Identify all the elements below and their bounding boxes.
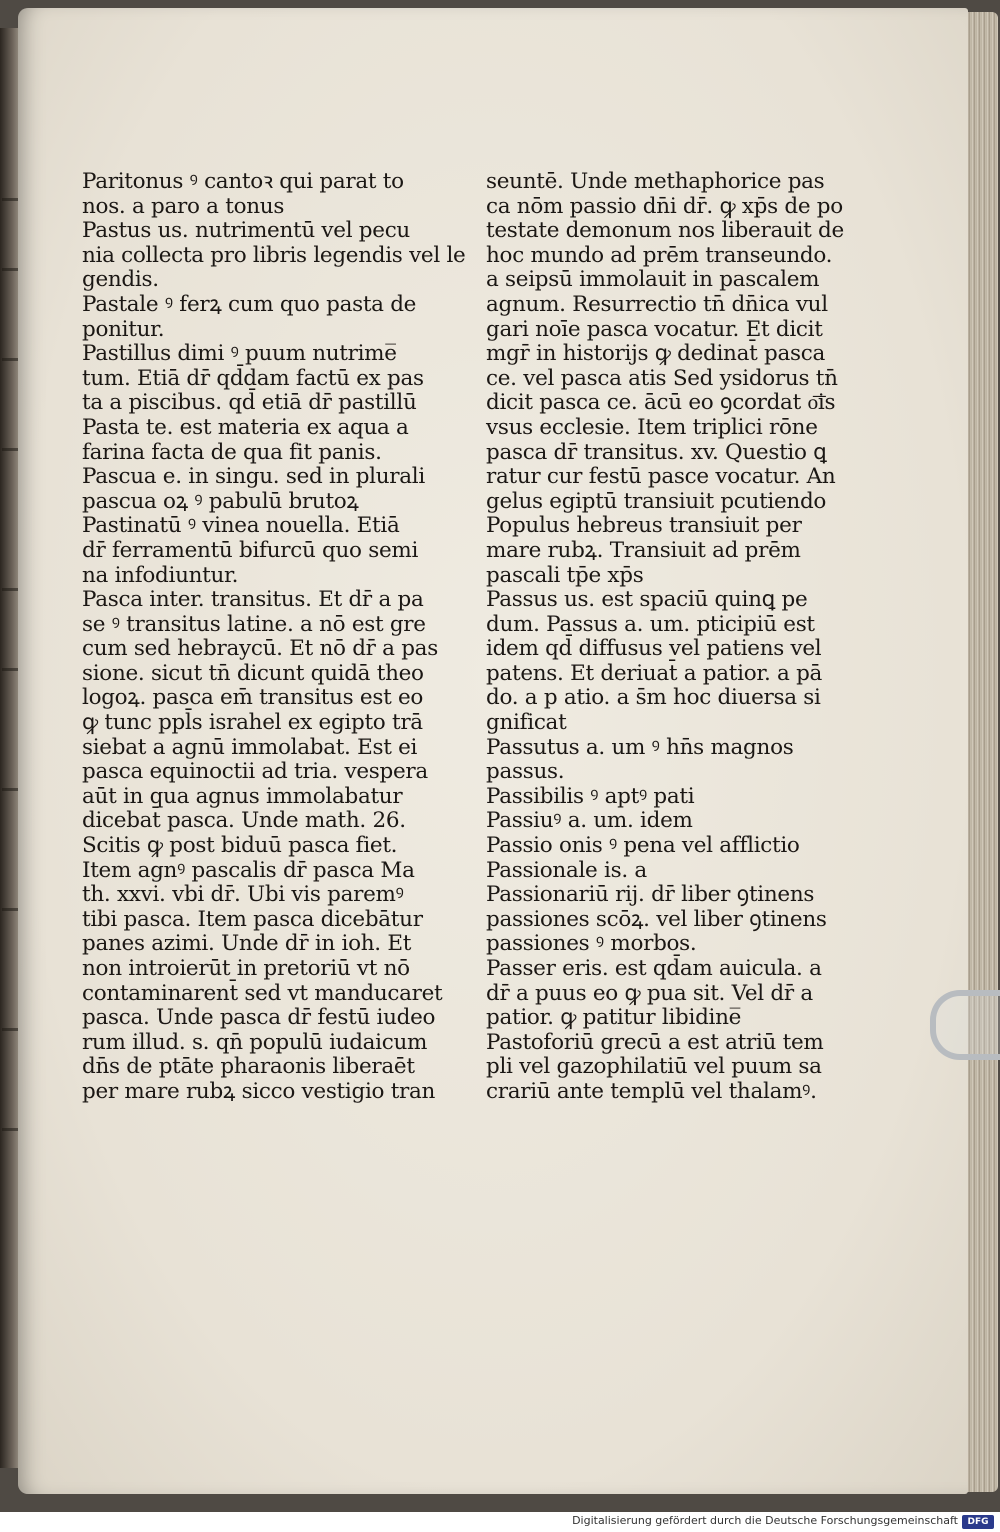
text-line: Paritonus ꝰ cantoꝛ qui parat to bbox=[82, 169, 404, 194]
text-line: ca nōm passio dn̄i dr̄. ꝙ xp̄s de po bbox=[486, 193, 843, 219]
text-line: Passiuꝰ a. um. idem bbox=[486, 808, 693, 834]
text-line: aūt in qua agnus immolabatur bbox=[82, 783, 403, 809]
text-line: pascua oꝝ ꝰ pabulū brutoꝝ bbox=[82, 488, 359, 514]
text-line: a seipsū immolauit in pascalem bbox=[486, 267, 820, 293]
page-clip bbox=[930, 990, 1000, 1060]
text-line: dr̄ a puus eo ꝙ pua sit. Vel dr̄ a bbox=[486, 980, 813, 1006]
text-line: nia collecta pro libris legendis vel le bbox=[82, 242, 466, 268]
text-line: mare rubꝝ. Transiuit ad prēm bbox=[486, 537, 801, 563]
text-line: ꝙ tunc ppl̄s israhel ex egipto trā bbox=[82, 710, 423, 736]
text-line: na infodiuntur. bbox=[82, 562, 239, 588]
left-text-column bbox=[82, 169, 466, 1105]
text-line: vsus ecclesie. Item triplici rōne bbox=[486, 414, 818, 440]
text-line: dum. Passus a. um. pticipiū est bbox=[486, 611, 815, 637]
text-line: logoꝝ. pasca em̄ transitus est eo bbox=[82, 685, 424, 711]
text-line: Pastoforiū grecū a est atriū tem bbox=[486, 1029, 824, 1055]
text-line: passus. bbox=[486, 759, 565, 785]
text-line: nos. a paro a tonus bbox=[82, 193, 285, 219]
text-line: Pastale ꝰ ferꝝ cum quo pasta de bbox=[82, 291, 417, 317]
right-text-column bbox=[486, 169, 844, 1105]
text-line: agnum. Resurrectio tn̄ dn̄ica vul bbox=[486, 291, 828, 317]
text-line: tum. Etiā dr̄ qd̄dam factū ex pas bbox=[82, 365, 424, 391]
text-line: panes azimi. Unde dr̄ in ioh. Et bbox=[82, 931, 412, 957]
footer-bar bbox=[0, 1512, 1000, 1532]
text-line: Passutus a. um ꝰ hn̄s magnos bbox=[486, 734, 794, 760]
text-line: pascali tp̄e xp̄s bbox=[486, 562, 644, 588]
text-line: gari noīe pasca vocatur. Et dicit bbox=[486, 316, 823, 342]
text-line: per mare rubꝝ sicco vestigio tran bbox=[82, 1078, 436, 1104]
text-line: Scitis ꝙ post biduū pasca fiet. bbox=[82, 833, 398, 859]
text-line: Pasca inter. transitus. Et dr̄ a pa bbox=[82, 587, 424, 613]
text-line: pasca equinoctii ad tria. vespera bbox=[82, 759, 428, 785]
text-line: Pastinatū ꝰ vinea nouella. Etiā bbox=[82, 513, 400, 539]
text-line: patens. Et deriuat̄ a patior. a pā bbox=[486, 660, 823, 686]
text-line: pasca. Unde pasca dr̄ festū iudeo bbox=[82, 1005, 436, 1031]
text-line: passiones scōꝝ. vel liber ꝯtinens bbox=[486, 906, 827, 932]
text-line: seuntē. Unde methaphorice pas bbox=[486, 169, 825, 194]
text-line: Passus us. est spaciū quinꝗ pe bbox=[486, 587, 808, 613]
text-line: Pastillus dimi ꝰ puum nutrime̅ bbox=[82, 341, 397, 367]
text-line: contaminarent̄ sed vt manducaret bbox=[82, 980, 443, 1006]
text-line: Pastus us. nutrimentū vel pecu bbox=[82, 218, 410, 244]
text-line: dicebat̄ pasca. Unde math. 26. bbox=[82, 808, 406, 834]
text-line: se ꝰ transitus latine. a nō est gre bbox=[82, 611, 426, 637]
text-line: pasca dr̄ transitus. xv. Questio ꝗ bbox=[486, 439, 827, 465]
text-line: testate demonum nos liberauit de bbox=[486, 218, 844, 244]
dfg-logo-icon: DFG bbox=[962, 1515, 994, 1529]
text-line: idem qd̄ diffusus vel patiens vel bbox=[486, 636, 822, 662]
text-line: farina facta de qua fit panis. bbox=[82, 439, 382, 465]
text-line: mgr̄ in historijs ꝙ dedinat̄ pasca bbox=[486, 341, 825, 367]
text-line: Passio onis ꝰ pena vel afflictio bbox=[486, 833, 800, 859]
text-line: gendis. bbox=[82, 267, 159, 293]
text-line: Pasta te. est materia ex aqua a bbox=[82, 414, 409, 440]
funding-credit: Digitalisierung gefördert durch die Deutsche Forschungsgemeinschaft bbox=[572, 1514, 958, 1527]
text-line: gnificat bbox=[486, 710, 567, 736]
text-line: tibi pasca. Item pasca dicebātur bbox=[82, 906, 423, 932]
text-line: Passionale is. a bbox=[486, 857, 647, 883]
text-line: dn̄s de ptāte pharaonis liberaēt bbox=[82, 1054, 415, 1080]
text-line: ta a piscibus. qd̄ etiā dr̄ pastillū bbox=[82, 390, 417, 416]
text-line: gelus egiptū transiuit pcutiendo bbox=[486, 488, 827, 514]
text-line: passiones ꝰ morbos. bbox=[486, 931, 697, 957]
text-line: Passionariū rij. dr̄ liber ꝯtinens bbox=[486, 882, 815, 908]
text-line: Passibilis ꝰ aptꝰ pati bbox=[486, 783, 695, 809]
text-line: pli vel gazophilatiū vel puum sa bbox=[486, 1054, 822, 1080]
text-line: ratur cur festū pasce vocatur. An bbox=[486, 464, 836, 490]
text-line: patior. ꝙ patitur libidine̅ bbox=[486, 1005, 742, 1031]
page-stack-edge bbox=[966, 12, 998, 1492]
text-line: non introierūt in pretoriū vt nō bbox=[82, 956, 410, 981]
text-line: th. xxvi. vbi dr̄. Ubi vis paremꝰ bbox=[82, 882, 404, 908]
text-line: siebat a agnū immolabat. Est ei bbox=[82, 734, 418, 760]
text-line: Pascua e. in singu. sed in plurali bbox=[82, 464, 425, 490]
text-line: do. a p atio. a s̄m hoc diuersa si bbox=[486, 685, 821, 711]
text-line: Item agnꝰ pascalis dr̄ pasca Ma bbox=[82, 857, 415, 883]
text-line: crariū ante templū vel thalamꝰ. bbox=[486, 1078, 817, 1104]
text-line: Populus hebreus transiuit per bbox=[486, 513, 802, 539]
text-line: cum sed hebraycū. Et nō dr̄ a pas bbox=[82, 636, 438, 662]
text-line: ce. vel pasca atis Sed ysidorus tn̄ bbox=[486, 365, 838, 391]
text-line: Passer eris. est qd̄am auicula. a bbox=[486, 956, 822, 981]
text-line: hoc mundo ad prēm transeundo. bbox=[486, 242, 833, 268]
text-line: ponitur. bbox=[82, 316, 165, 342]
text-line: rum illud. s. qn̄ populū iudaicum bbox=[82, 1029, 428, 1055]
text-line: dr̄ ferramentū bifurcū quo semi bbox=[82, 537, 419, 563]
text-line: sione. sicut tn̄ dicunt quidā theo bbox=[82, 660, 424, 686]
text-line: dicit pasca ce. ācū eo ꝯcordat o͞is bbox=[486, 390, 836, 416]
